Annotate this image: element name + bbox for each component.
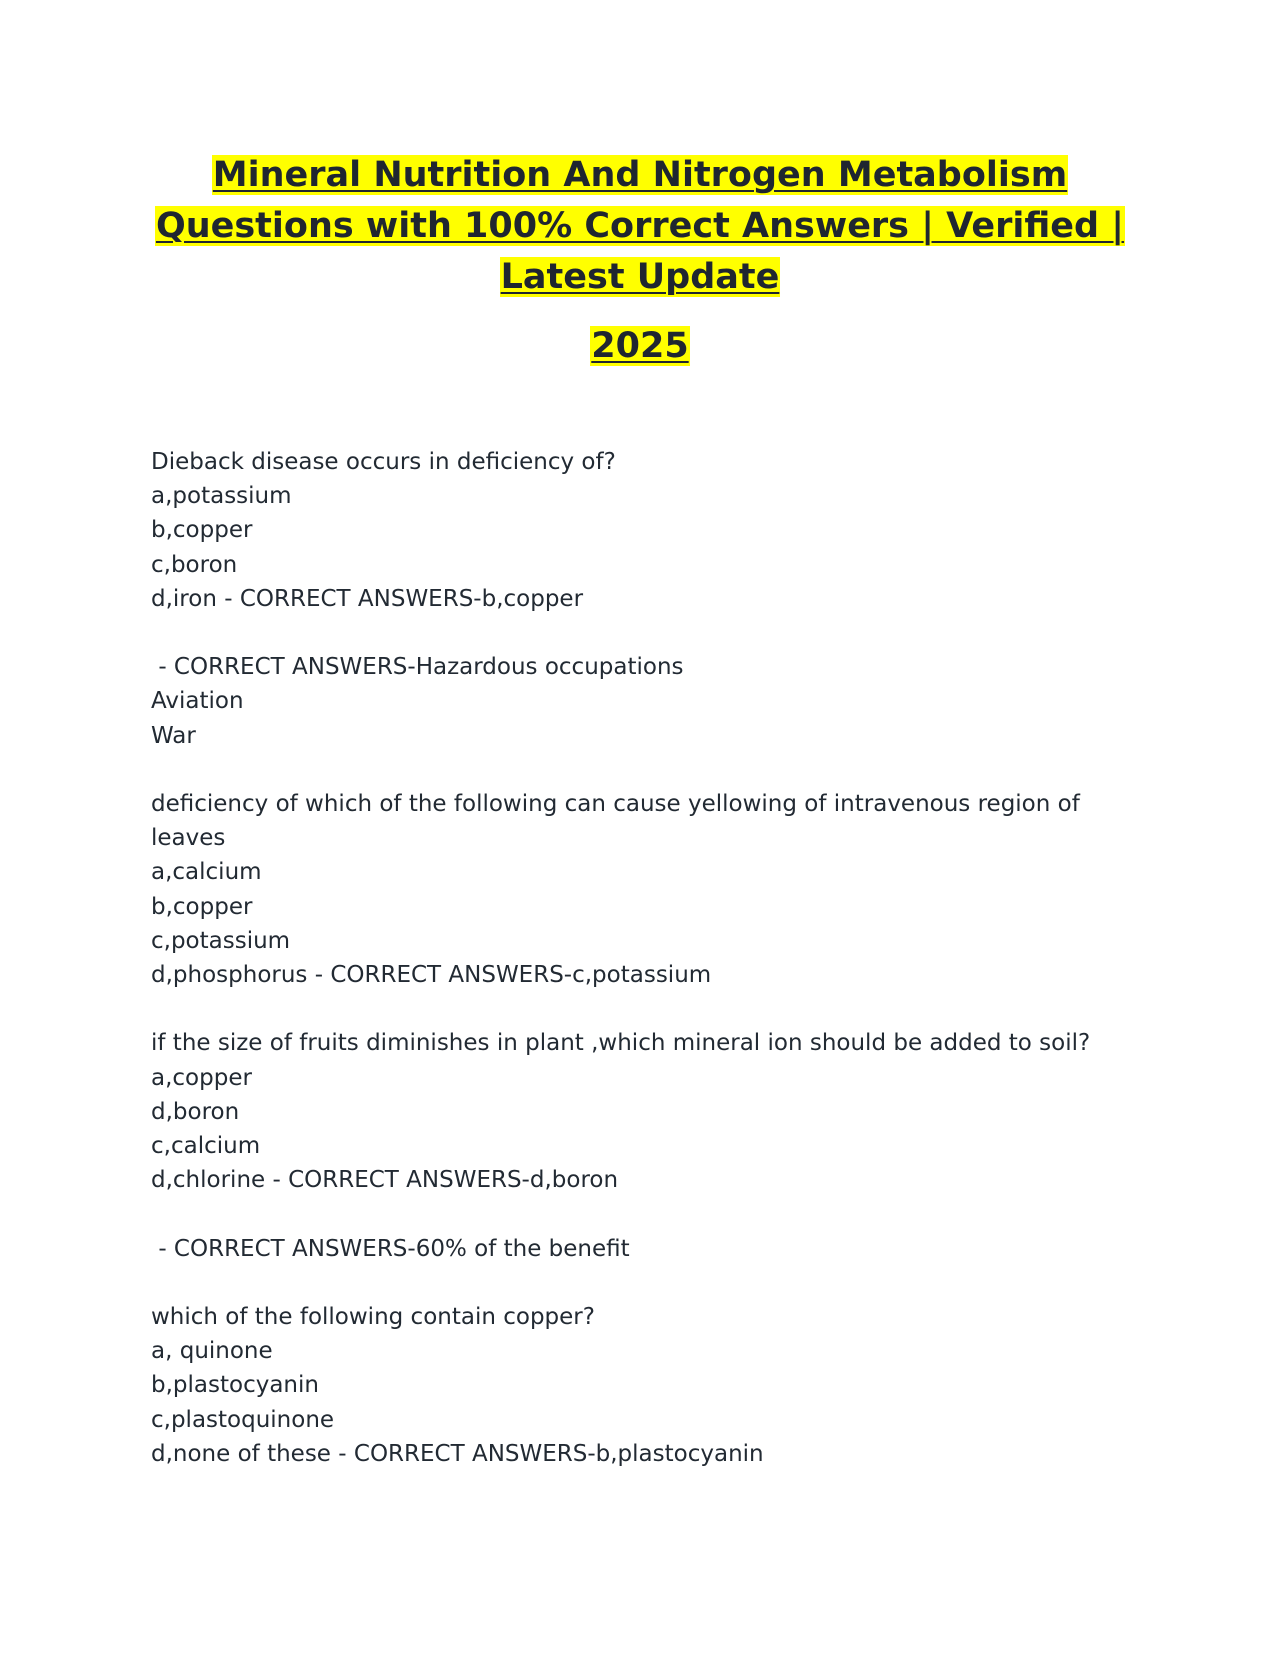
qa-block-hazardous	[151, 650, 1131, 753]
answer-line: - CORRECT ANSWERS-Hazardous occupations	[151, 654, 684, 681]
option-line: a,calcium	[151, 859, 262, 886]
title-line-2: Questions with 100% Correct Answers | Verified |	[155, 206, 1125, 246]
option-line: a,potassium	[151, 483, 292, 510]
option-line: a, quinone	[151, 1338, 273, 1365]
qa-content	[151, 445, 1131, 1471]
question-text: deficiency of which of the following can cause yellowing of intravenous region of leaves	[151, 791, 1088, 852]
option-line: c,plastoquinone	[151, 1406, 335, 1433]
title-year: 2025	[591, 326, 689, 366]
answer-line: d,none of these - CORRECT ANSWERS-b,plastocyanin	[151, 1440, 764, 1467]
question-text: if the size of fruits diminishes in plant ,which mineral ion should be added to soil?	[151, 1030, 1091, 1057]
answer-line: d,chlorine - CORRECT ANSWERS-d,boron	[151, 1167, 619, 1194]
title-line-1: Mineral Nutrition And Nitrogen Metabolism	[212, 155, 1068, 195]
option-line: b,plastocyanin	[151, 1372, 319, 1399]
question-text: Dieback disease occurs in deficiency of?	[151, 449, 616, 475]
option-line: b,copper	[151, 517, 253, 544]
qa-block-copper	[151, 1300, 1131, 1471]
option-line: b,copper	[151, 893, 253, 920]
option-line: c,potassium	[151, 927, 291, 954]
answer-line: d,iron - CORRECT ANSWERS-b,copper	[151, 585, 584, 612]
question-text: which of the following contain copper?	[151, 1304, 595, 1330]
document-title	[150, 150, 1130, 372]
qa-block-benefit	[151, 1232, 1131, 1266]
answer-detail-line: Aviation	[151, 688, 244, 715]
qa-block-yellowing	[151, 787, 1131, 992]
option-line: a,copper	[151, 1064, 252, 1091]
qa-block-fruit-size	[151, 1026, 1131, 1197]
answer-detail-line: War	[151, 722, 196, 749]
title-line-3: Latest Update	[500, 257, 780, 297]
answer-line: - CORRECT ANSWERS-60% of the benefit	[151, 1235, 630, 1262]
answer-line: d,phosphorus - CORRECT ANSWERS-c,potassium	[151, 962, 712, 989]
qa-block-dieback	[151, 445, 1131, 616]
option-line: c,boron	[151, 551, 238, 578]
option-line: c,calcium	[151, 1133, 261, 1160]
option-line: d,boron	[151, 1098, 240, 1125]
